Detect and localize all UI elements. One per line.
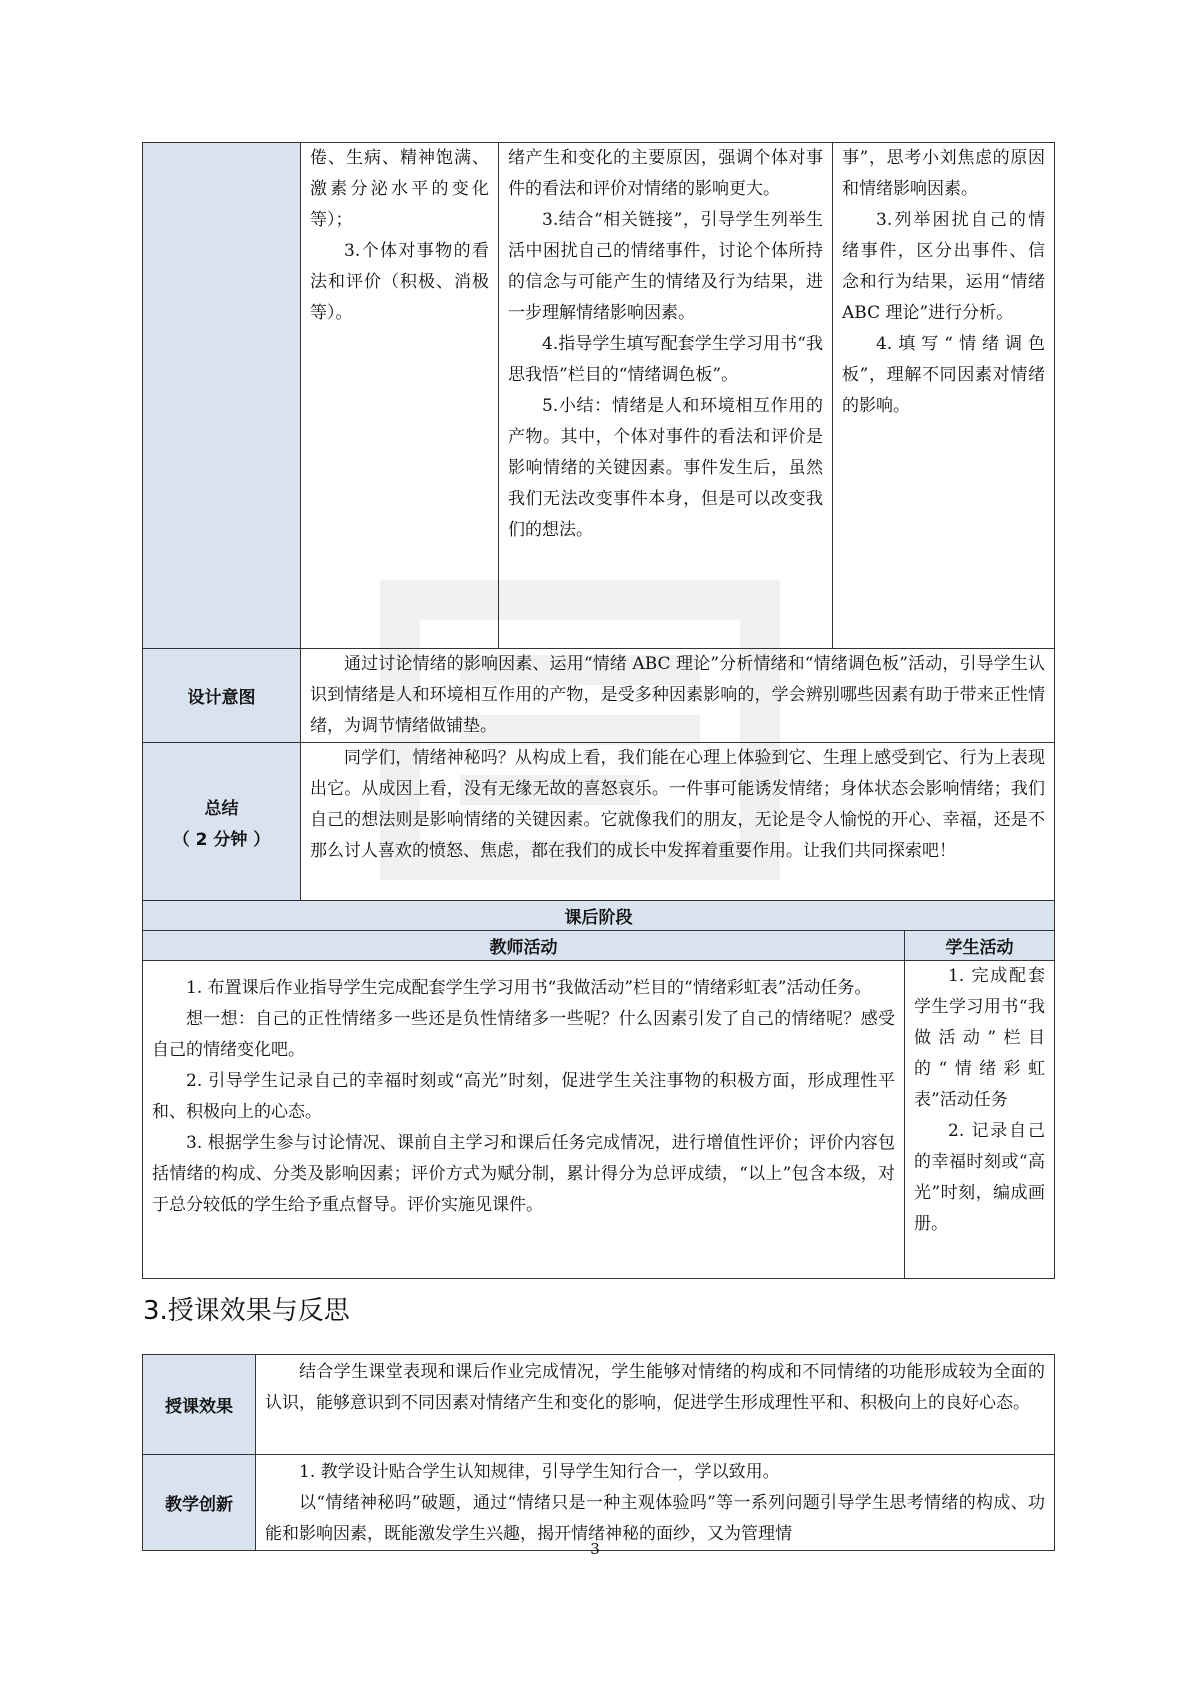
innovation-row xyxy=(143,1455,1055,1551)
after-class-teacher-line: 2. 引导学生记录自己的幸福时刻或“高光”时刻，促进学生关注事物的积极方面，形成理性平和、积极向上的心态。 xyxy=(152,1071,895,1122)
innovation-line: 以“情绪神秘吗”破题，通过“情绪只是一种主观体验吗”等一系列问题引导学生思考情绪的构成、功能和影响因素，既能激发学生兴趣，揭开情绪神秘的面纱，又为管理情 xyxy=(265,1493,1045,1544)
after-class-header-row xyxy=(143,931,1055,961)
summary-text: 同学们，情绪神秘吗？从构成上看，我们能在心理上体验到它、生理上感受到它、行为上表现出它。从成因上看，没有无缘无故的喜怒哀乐。一件事可能诱发情绪；身体状态会影响情绪；我们自己的想法则是影响情绪的关键因素。它就像我们的朋友，无论是令人愉悦的开心、幸福，还是不那么讨人喜欢的愤怒、焦虑，都在我们的成长中发挥着重要作用。让我们共同探索吧！ xyxy=(310,748,1045,861)
after-class-teacher-cell xyxy=(143,961,905,1279)
teacher-activity-header: 教师活动 xyxy=(143,931,905,961)
student-activity-line: 3.列举困扰自己的情绪事件，区分出事件、信念和行为结果，运用“情绪 ABC 理论”进行分析。 xyxy=(842,210,1045,323)
student-activity-header: 学生活动 xyxy=(905,931,1055,961)
design-intent-cell xyxy=(301,649,1055,743)
after-class-stage-header: 课后阶段 xyxy=(143,901,1055,931)
innovation-line: 1. 教学设计贴合学生认知规律，引导学生知行合一，学以致用。 xyxy=(299,1462,780,1482)
design-intent-text: 通过讨论情绪的影响因素、运用“情绪 ABC 理论”分析情绪和“情绪调色板”活动，引导学生认识到情绪是人和环境相互作用的产物，是受多种因素影响的，学会辨别哪些因素有助于带来正性情绪，为调节情绪做铺垫。 xyxy=(310,654,1045,736)
student-activity-line: 4.填写“情绪调色板”，理解不同因素对情绪的影响。 xyxy=(842,334,1045,416)
after-class-teacher-line: 想一想：自己的正性情绪多一些还是负性情绪多一些呢？什么因素引发了自己的情绪呢？感受自己的情绪变化吧。 xyxy=(152,1009,895,1060)
effect-text: 结合学生课堂表现和课后作业完成情况，学生能够对情绪的构成和不同情绪的功能形成较为全面的认识，能够意识到不同因素对情绪产生和变化的影响，促进学生形成理性平和、积极向上的良好心态。 xyxy=(265,1362,1045,1413)
effect-cell xyxy=(256,1355,1055,1455)
after-class-teacher-line: 3. 根据学生参与讨论情况、课前自主学习和课后任务完成情况，进行增值性评价；评价内容包括情绪的构成、分类及影响因素；评价方式为赋分制，累计得分为总评成绩，“以上”包含本级，对于总分较低的学生给予重点督导。评价实施见课件。 xyxy=(152,1133,895,1215)
section-heading: 3.授课效果与反思 xyxy=(143,1296,350,1326)
content-cell xyxy=(301,143,499,649)
after-class-student-line: 1. 完成配套学生学习用书“我做活动”栏目的“情绪彩虹表”活动任务 xyxy=(914,966,1045,1110)
innovation-label: 教学创新 xyxy=(143,1455,256,1551)
teacher-activity-cell xyxy=(499,143,833,649)
content-line: 倦、生病、精神饱满、激素分泌水平的变化等）； xyxy=(310,148,489,230)
continuation-row xyxy=(143,143,1055,649)
teacher-activity-line: 绪产生和变化的主要原因，强调个体对事件的看法和评价对情绪的影响更大。 xyxy=(508,148,823,199)
after-class-student-line: 2. 记录自己的幸福时刻或“高光”时刻，编成画册。 xyxy=(914,1121,1045,1234)
summary-label-cell xyxy=(143,743,301,901)
teacher-activity-line: 5.小结：情绪是人和环境相互作用的产物。其中，个体对事件的看法和评价是影响情绪的关键因素。事件发生后，虽然我们无法改变事件本身，但是可以改变我们的想法。 xyxy=(508,396,823,540)
innovation-cell xyxy=(256,1455,1055,1551)
summary-label: 总结 xyxy=(204,798,239,819)
student-activity-line: 事”，思考小刘焦虑的原因和情绪影响因素。 xyxy=(842,148,1045,199)
effect-row xyxy=(143,1355,1055,1455)
after-class-student-cell xyxy=(905,961,1055,1279)
content-line: 3.个体对事物的看法和评价（积极、消极等）。 xyxy=(310,241,489,323)
after-class-teacher-line: 1. 布置课后作业指导学生完成配套学生学习用书“我做活动”栏目的“情绪彩虹表”活动任务。 xyxy=(186,978,872,998)
design-intent-label: 设计意图 xyxy=(143,649,301,743)
page-number: 3 xyxy=(590,1540,600,1558)
reflection-table xyxy=(142,1354,1055,1551)
teacher-activity-line: 3.结合“相关链接”，引导学生列举生活中困扰自己的情绪事件，讨论个体所持的信念与可能产生的情绪及行为结果，进一步理解情绪影响因素。 xyxy=(508,210,823,323)
summary-cell xyxy=(301,743,1055,901)
after-class-stage-row xyxy=(143,901,1055,931)
effect-label: 授课效果 xyxy=(143,1355,256,1455)
after-class-content-row xyxy=(143,961,1055,1279)
summary-row xyxy=(143,743,1055,901)
teacher-activity-line: 4.指导学生填写配套学生学习用书“我思我悟”栏目的“情绪调色板”。 xyxy=(508,334,823,385)
stage-label-cell xyxy=(143,143,301,649)
lesson-plan-table xyxy=(142,142,1055,1279)
student-activity-cell xyxy=(833,143,1055,649)
summary-time: （ 2 分钟 ） xyxy=(172,829,271,850)
design-intent-row xyxy=(143,649,1055,743)
